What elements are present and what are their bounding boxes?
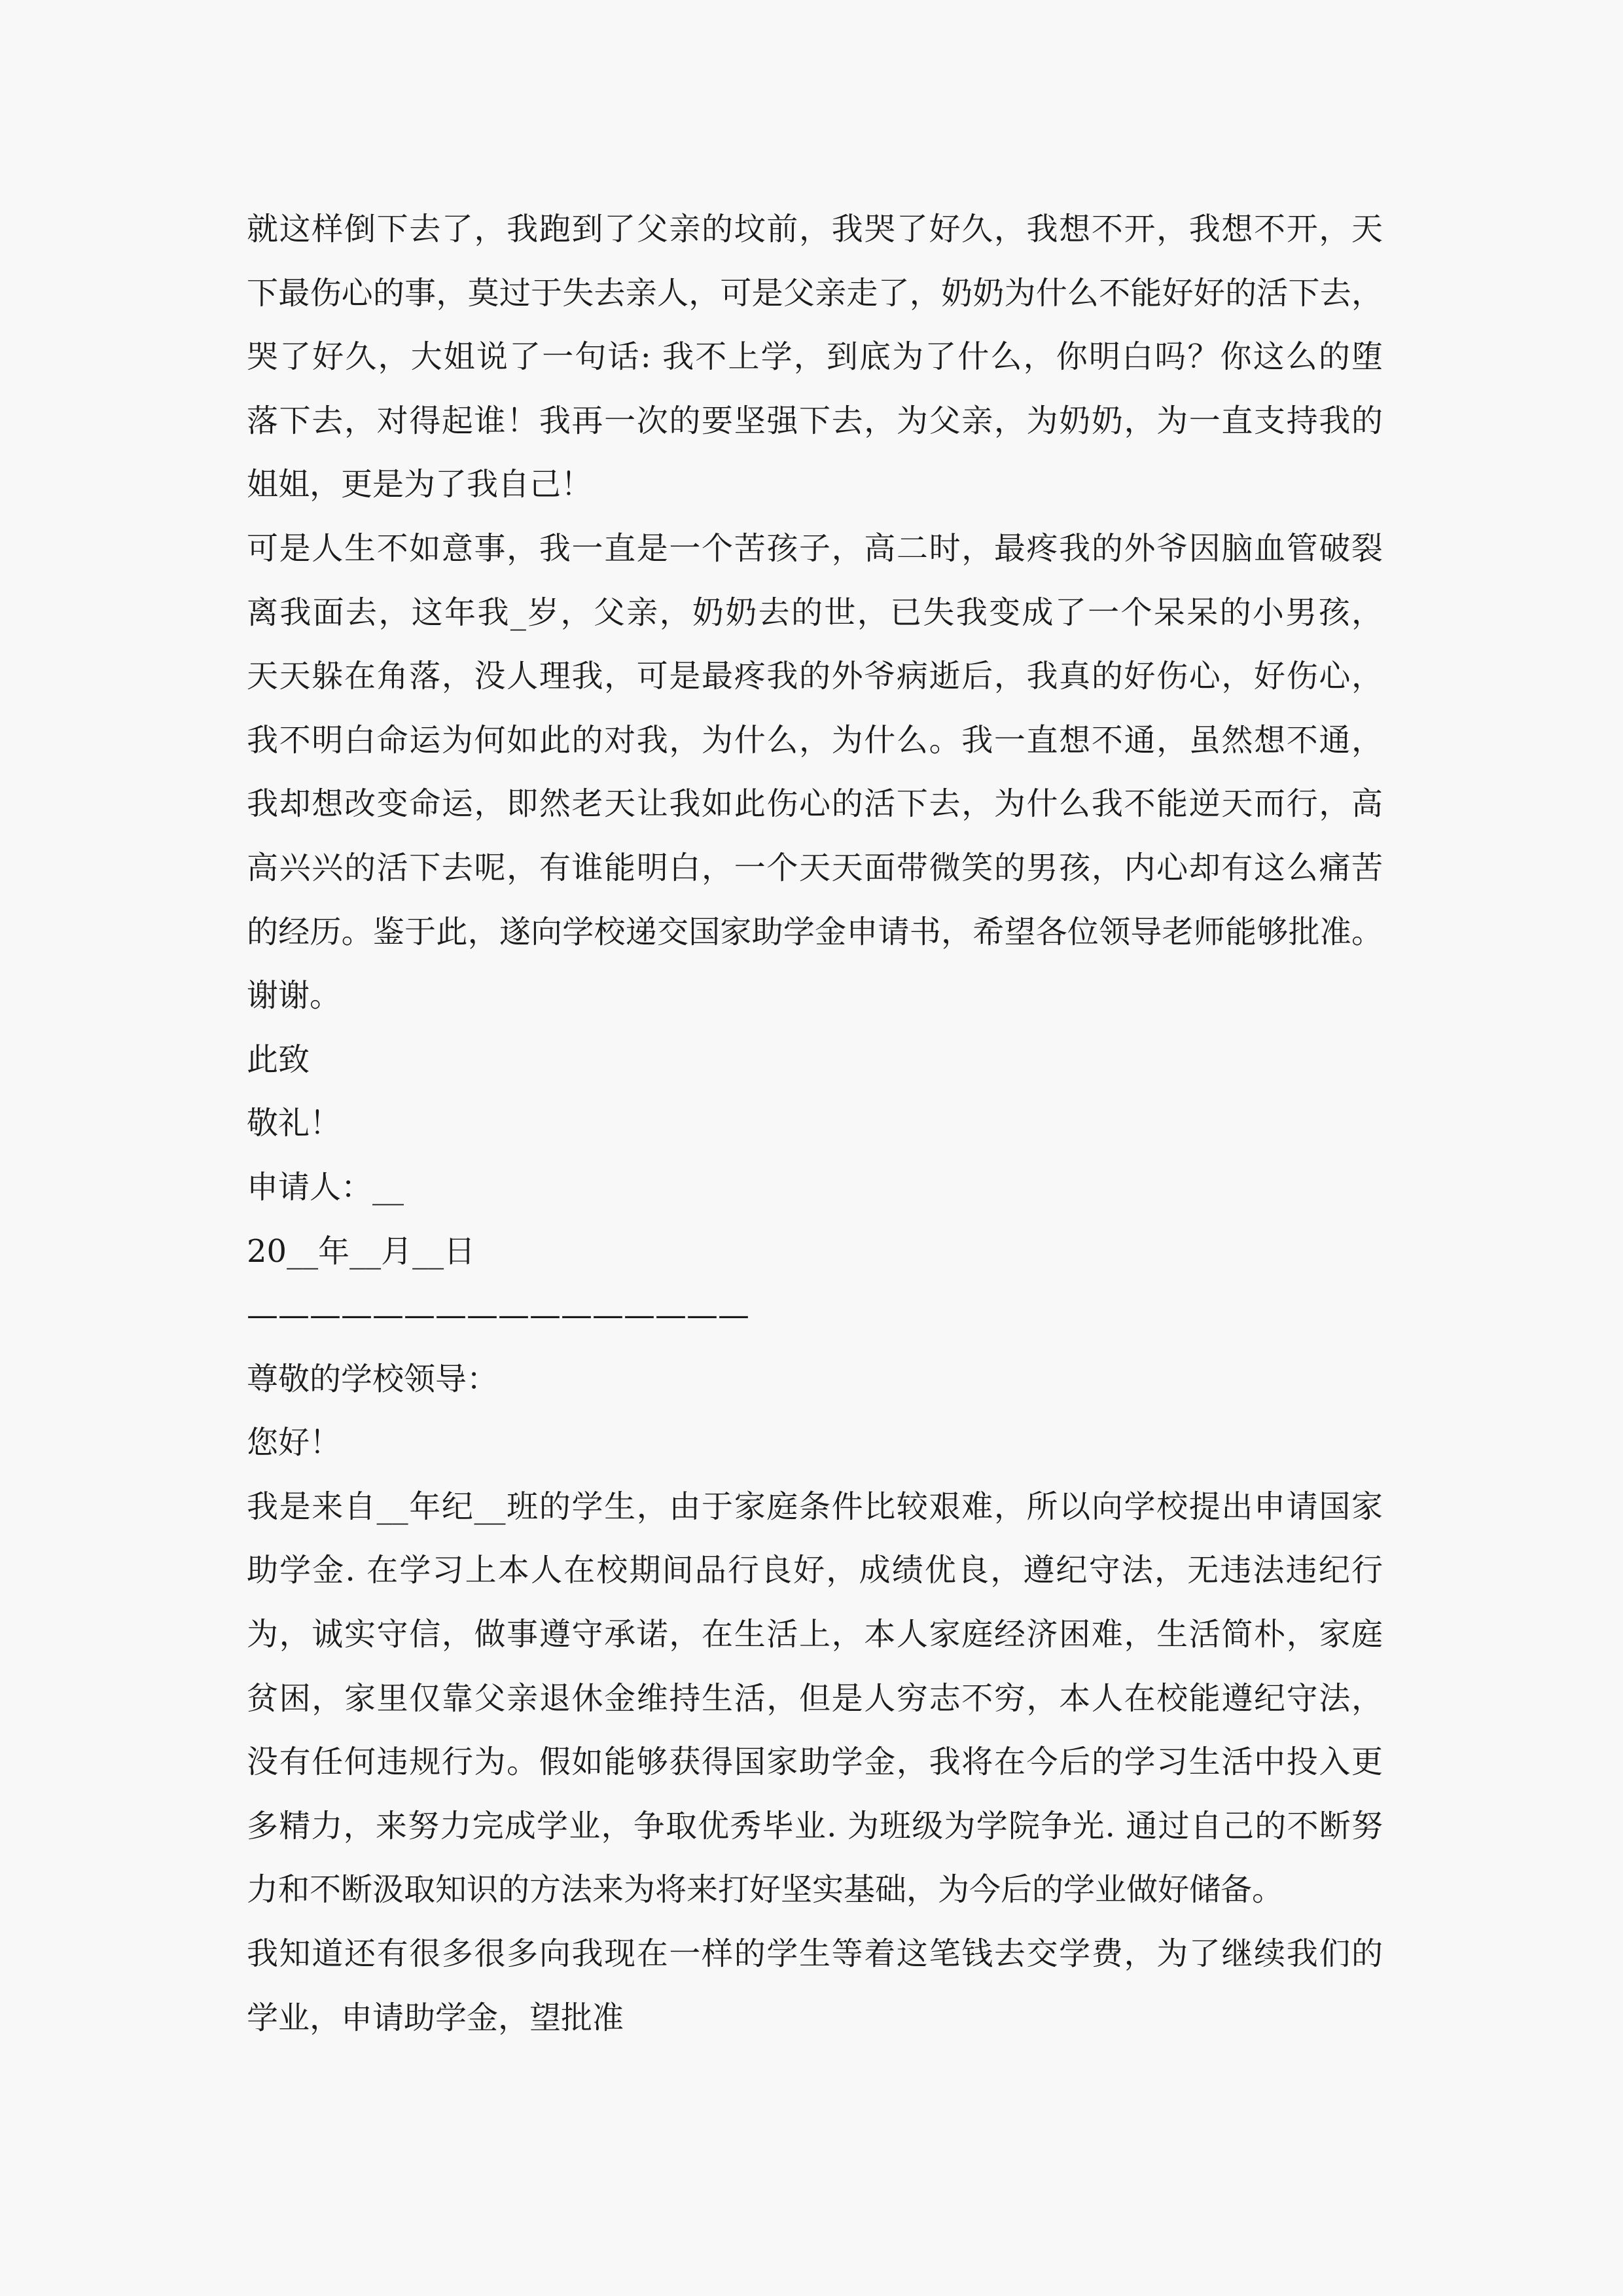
text-line: 助学金. 在学习上本人在校期间品行良好，成绩优良，遵纪守法，无违法违纪行 <box>247 1552 1383 1589</box>
text-line: 没有任何违规行为。假如能够获得国家助学金，我将在今后的学习生活中投入更 <box>247 1744 1383 1781</box>
text-line: 尊敬的学校领导： <box>247 1360 499 1397</box>
text-line: 下最伤心的事，莫过于失去亲人，可是父亲走了，奶奶为什么不能好好的活下去， <box>247 274 1383 312</box>
text-line: 就这样倒下去了，我跑到了父亲的坟前，我哭了好久，我想不开，我想不开，天 <box>247 211 1383 247</box>
text-line: 多精力，来努力完成学业，争取优秀毕业. 为班级为学院争光. 通过自己的不断努 <box>247 1807 1383 1844</box>
text-line: 我却想改变命运，即然老天让我如此伤心的活下去，为什么我不能逆天而行，高 <box>247 785 1383 823</box>
letter-body <box>247 198 1383 2050</box>
text-line: 敬礼！ <box>247 1105 342 1142</box>
text-line: 离我面去，这年我_岁，父亲，奶奶去的世，已失我变成了一个呆呆的小男孩， <box>247 594 1383 631</box>
text-line: 哭了好久，大姐说了一句话: 我不上学，到底为了什么，你明白吗？你这么的堕 <box>247 338 1383 376</box>
text-line: 高兴兴的活下去呢，有谁能明白，一个天天面带微笑的男孩，内心却有这么痛苦 <box>247 849 1383 886</box>
text-line: 我知道还有很多很多向我现在一样的学生等着这笔钱去交学费，为了继续我们的 <box>247 1935 1383 1973</box>
text-line: 您好！ <box>247 1424 342 1462</box>
text-line: 谢谢。 <box>247 977 342 1014</box>
text-line: 学业，申请助学金，望批准 <box>247 1999 624 2036</box>
text-line: 落下去，对得起谁！我再一次的要坚强下去，为父亲，为奶奶，为一直支持我的 <box>247 402 1383 439</box>
text-line: 此致 <box>247 1041 310 1078</box>
text-line: 姐姐，更是为了我自己！ <box>247 466 593 503</box>
text-line: 贫困，家里仅靠父亲退休金维持生活，但是人穷志不穷，本人在校能遵纪守法， <box>247 1679 1383 1717</box>
text-line: 力和不断汲取知识的方法来为将来打好坚实基础，为今后的学业做好储备。 <box>247 1871 1284 1909</box>
text-line: 我不明白命运为何如此的对我，为什么，为什么。我一直想不通，虽然想不通， <box>247 721 1383 759</box>
text-line: 为，诚实守信，做事遵守承诺，在生活上，本人家庭经济困难，生活简朴，家庭 <box>247 1616 1383 1653</box>
text-line: 20__年__月__日 <box>247 1232 476 1270</box>
text-line: 申请人：__ <box>247 1168 404 1206</box>
text-line: 我是来自__年纪__班的学生，由于家庭条件比较艰难，所以向学校提出申请国家 <box>247 1488 1383 1525</box>
text-line: 的经历。鉴于此，遂向学校递交国家助学金申请书，希望各位领导老师能够批准。 <box>247 913 1383 950</box>
text-line: 天天躲在角落，没人理我，可是最疼我的外爷病逝后，我真的好伤心，好伤心， <box>247 658 1383 695</box>
section-divider: ———————————————— <box>247 1297 749 1334</box>
text-line: 可是人生不如意事，我一直是一个苦孩子，高二时，最疼我的外爷因脑血管破裂 <box>247 529 1383 567</box>
